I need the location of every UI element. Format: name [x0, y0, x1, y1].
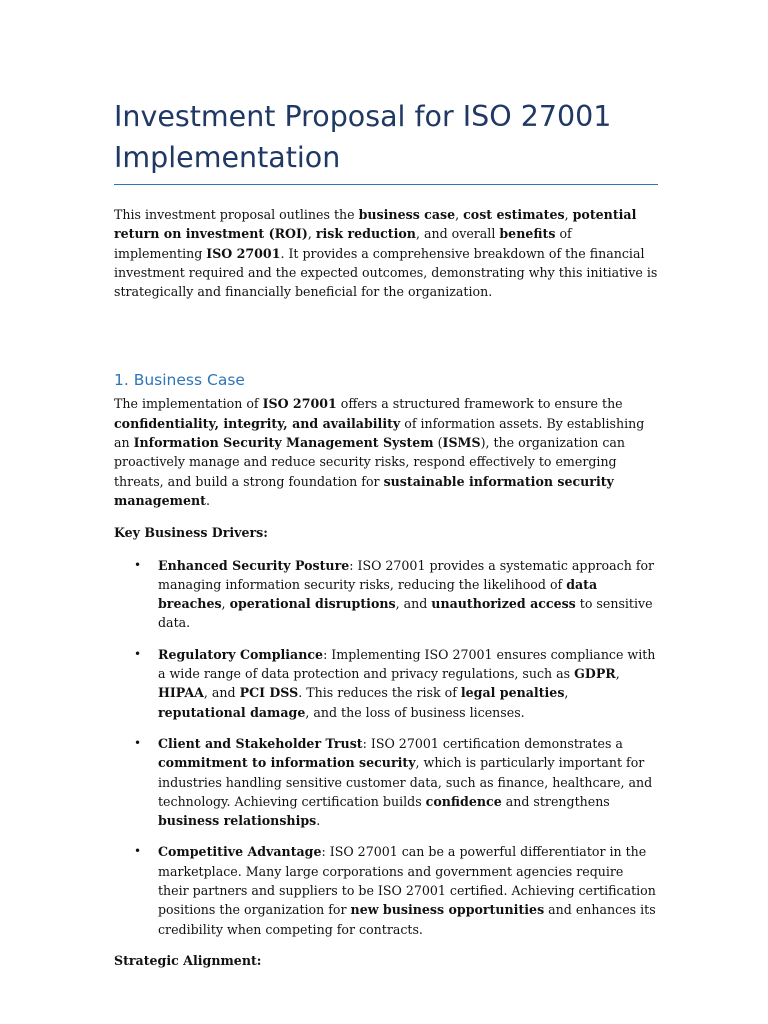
bold-text: unauthorized access — [431, 596, 576, 612]
text-run: offers a structured framework to ensure the — [336, 396, 623, 412]
bold-text: commitment to information security — [158, 755, 416, 771]
bold-text: business relationships — [158, 813, 317, 829]
list-item-text — [158, 558, 654, 631]
text-run: of information assets. By establishing an — [114, 415, 645, 451]
text-run: of implementing — [114, 226, 572, 261]
text-run: and enhances its credibility when competing for contracts. — [158, 902, 656, 937]
bold-text: confidentiality, integrity, and availability — [114, 415, 401, 431]
bold-text: benefits — [499, 226, 556, 242]
list-item — [114, 734, 658, 830]
bold-text: reputational damage — [158, 704, 306, 720]
list-item — [114, 556, 658, 633]
text-run: : ISO 27001 certification demonstrates a — [362, 735, 623, 751]
text-run: ( — [433, 435, 443, 451]
list-item — [114, 645, 658, 722]
business-case-paragraph — [114, 394, 658, 510]
text-run: . This reduces the risk of — [298, 685, 461, 701]
bold-text: ISO 27001 — [262, 396, 337, 412]
text-run: , and overall — [415, 226, 500, 242]
list-item — [114, 842, 658, 938]
list-item-text — [158, 736, 652, 828]
text-run: . — [316, 813, 321, 829]
business-drivers-list — [114, 556, 658, 939]
list-item-text — [158, 844, 656, 936]
text-run: ), the organization can proactively manage and reduce security risks, respond effectively to emerging threats, and build a strong foundation for — [114, 435, 626, 489]
text-run: The implementation of — [114, 396, 263, 412]
intro-paragraph — [114, 205, 658, 301]
bold-text: confidence — [425, 793, 502, 809]
bold-text: ISMS — [442, 435, 481, 451]
bold-text: sustainable information security management — [114, 473, 614, 508]
text-run: , — [564, 685, 569, 701]
bold-text: business case — [358, 207, 456, 222]
list-item-text — [158, 647, 655, 720]
text-run: , — [615, 666, 620, 682]
text-run: , — [564, 207, 573, 222]
text-run: , which is particularly important for industries handling sensitive customer data, such as finance, healthcare, and technology. Achieving certification builds — [158, 755, 653, 809]
text-run: , — [307, 226, 316, 242]
bold-text: data breaches — [158, 576, 598, 612]
key-business-drivers-heading: Key Business Drivers: — [114, 525, 268, 541]
text-run: , and the loss of business licenses. — [305, 704, 525, 720]
text-run: , and — [395, 596, 432, 612]
bold-text: Information Security Management System — [133, 435, 434, 451]
bold-text: ISO 27001 — [206, 245, 281, 261]
bold-text: potential return on investment (ROI) — [114, 207, 637, 242]
bold-text: HIPAA — [158, 685, 204, 701]
text-run: : ISO 27001 can be a powerful differentiator in the marketplace. Many large corporations and government agencies require their partners and suppliers to be ISO 27001 certified. Achieving certification positions the organization for — [158, 844, 656, 918]
bold-text: operational disruptions — [229, 596, 396, 612]
text-run: to sensitive data. — [158, 596, 653, 631]
text-run: . It provides a comprehensive breakdown of the financial investment required and the expected outcomes, demonstrating why this initiative is strategically and financially beneficial for the organization. — [114, 245, 658, 300]
text-run: . — [205, 492, 210, 508]
document-content — [114, 96, 658, 970]
bold-text: PCI DSS — [239, 685, 299, 701]
section-heading-business-case: 1. Business Case — [114, 371, 245, 390]
bold-text: legal penalties — [460, 685, 565, 701]
bullet-icon: • — [134, 844, 142, 859]
text-run: , — [221, 596, 230, 612]
document-title: Investment Proposal for ISO 27001 Implementation — [114, 96, 658, 185]
bold-text: GDPR — [574, 666, 616, 682]
text-run: , and — [203, 685, 240, 701]
strategic-alignment-heading: Strategic Alignment: — [114, 952, 262, 968]
bold-text: new business opportunities — [350, 902, 545, 918]
bold-text: risk reduction — [315, 226, 416, 242]
bold-text: Client and Stakeholder Trust — [158, 735, 363, 751]
bullet-icon: • — [134, 735, 142, 750]
bold-text: Regulatory Compliance — [158, 646, 324, 662]
text-run: : ISO 27001 provides a systematic approach for managing information security risks, reducing the likelihood of — [158, 557, 655, 592]
bold-text: cost estimates — [463, 207, 565, 222]
bullet-icon: • — [134, 646, 142, 661]
text-run: : Implementing ISO 27001 ensures compliance with a wide range of data protection and privacy regulations, such as — [158, 646, 656, 682]
bold-text: Competitive Advantage — [158, 844, 322, 860]
bullet-icon: • — [134, 557, 142, 572]
text-run: , — [455, 207, 464, 222]
text-run: and strengthens — [501, 793, 610, 809]
bold-text: Enhanced Security Posture — [158, 557, 350, 573]
text-run: This investment proposal outlines the — [114, 207, 359, 222]
